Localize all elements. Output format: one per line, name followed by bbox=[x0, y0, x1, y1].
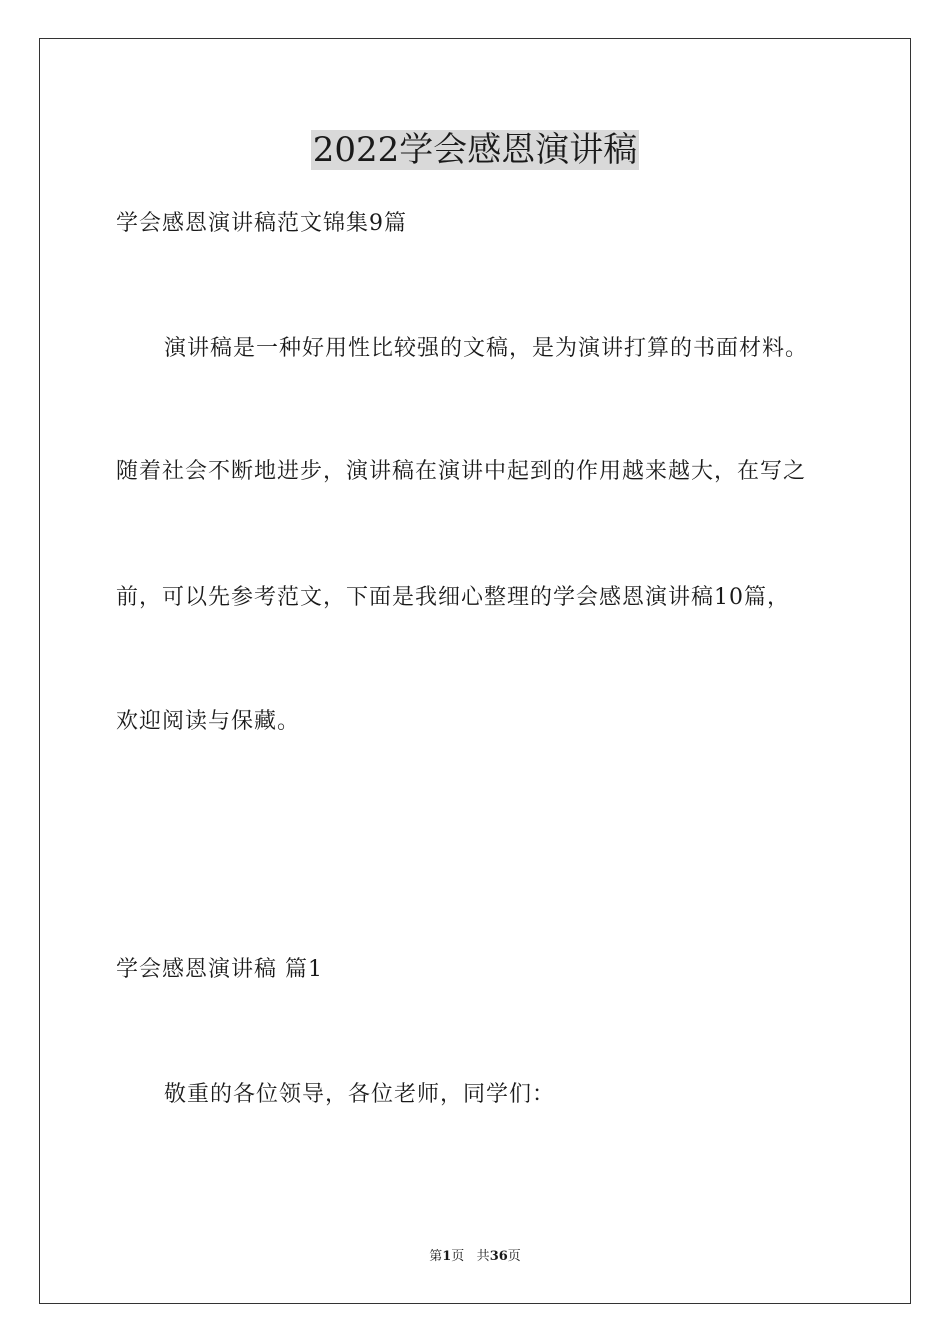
total-suffix: 页 bbox=[507, 1249, 521, 1264]
page-prefix: 第 bbox=[429, 1249, 443, 1264]
intro-line-4: 欢迎阅读与保藏。 bbox=[116, 709, 301, 734]
intro-line-1: 演讲稿是一种好用性比较强的文稿，是为演讲打算的书面材料。 bbox=[164, 336, 809, 361]
intro-line-3: 前，可以先参考范文，下面是我细心整理的学会感恩演讲稿10篇， bbox=[116, 585, 790, 610]
section-heading: 学会感恩演讲稿 篇1 bbox=[116, 957, 323, 982]
page-number: 1 bbox=[442, 1249, 452, 1264]
intro-line-2: 随着社会不断地进步，演讲稿在演讲中起到的作用越来越大，在写之 bbox=[116, 459, 807, 484]
document-subtitle: 学会感恩演讲稿范文锦集9篇 bbox=[116, 211, 407, 236]
page-suffix: 页 bbox=[451, 1249, 465, 1264]
salutation: 敬重的各位领导，各位老师，同学们： bbox=[164, 1082, 556, 1107]
document-title-text: 2022学会感恩演讲稿 bbox=[312, 130, 638, 170]
page-footer bbox=[0, 1248, 950, 1266]
total-pages: 36 bbox=[489, 1249, 508, 1264]
total-prefix: 共 bbox=[476, 1249, 490, 1264]
document-title bbox=[0, 126, 950, 174]
